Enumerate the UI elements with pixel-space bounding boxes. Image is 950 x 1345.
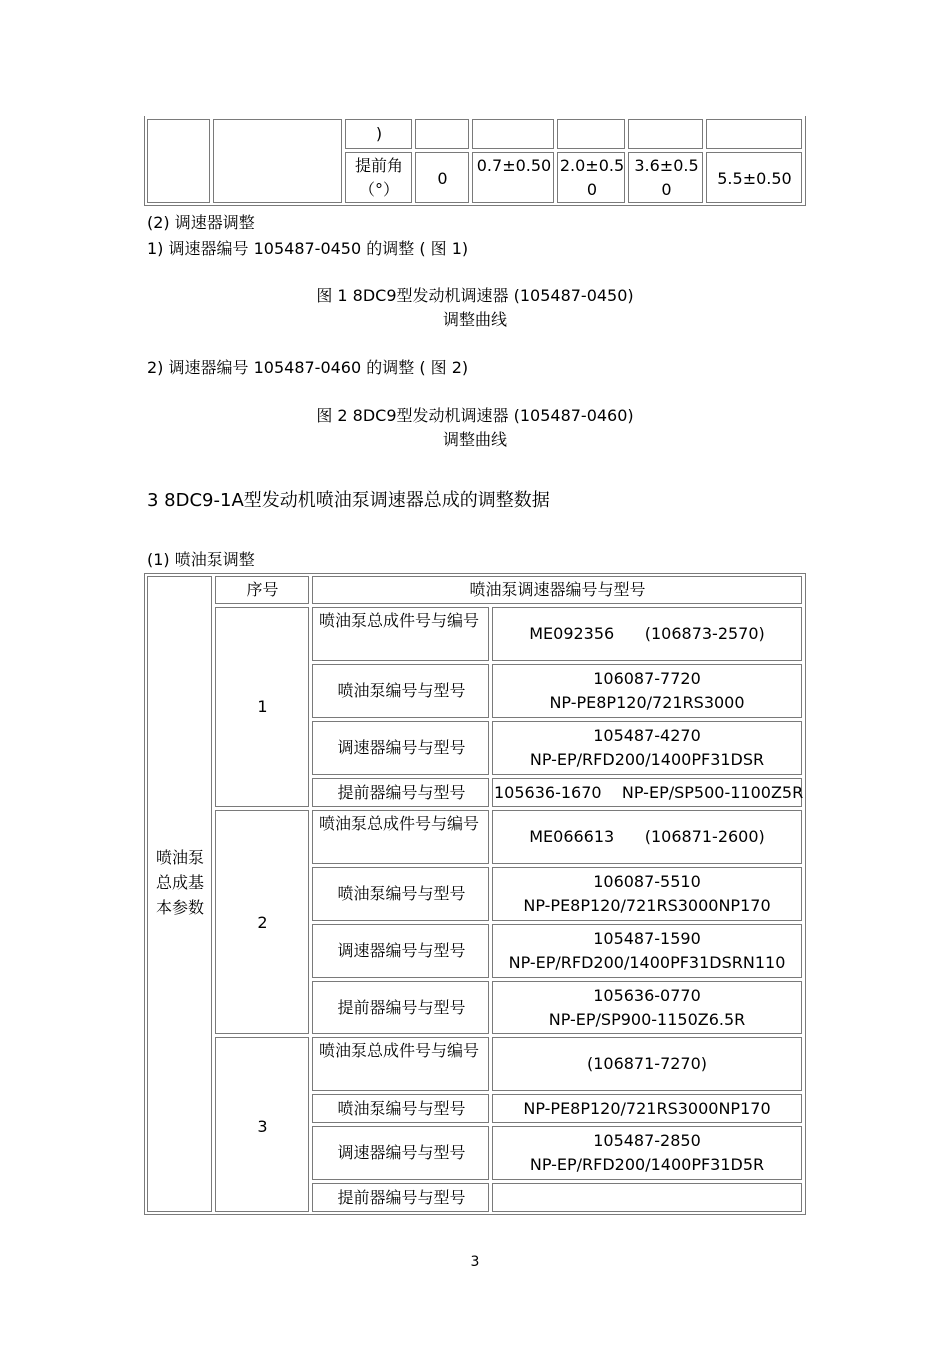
advance-angle-value-4: 3.6±0.50 [634,156,699,199]
group-1-row-2-label: 喷油泵编号与型号 [337,681,466,700]
governor-item-1: 1) 调速器编号 105487-0450 的调整 ( 图 1) [147,239,469,258]
group-2-row-4-label: 提前器编号与型号 [337,998,466,1017]
group-3-row-3-label: 调速器编号与型号 [337,1143,466,1162]
header-model: 喷油泵调速器编号与型号 [469,580,646,599]
figure-2-caption: 图 2 8DC9型发动机调速器 (105487-0460) [316,406,634,425]
group-2-row-4-value: 105636-0770 NP-EP/SP900-1150Z6.5R [548,986,746,1029]
header-seq: 序号 [246,580,279,599]
group-3-row-1-value: (106871-7270) [586,1054,708,1073]
section-2-heading: (2) 调速器调整 [147,213,255,232]
governor-item-2: 2) 调速器编号 105487-0460 的调整 ( 图 2) [147,358,469,377]
figure-1-caption: 图 1 8DC9型发动机调速器 (105487-0450) [316,286,634,305]
group-2-row-2-value: 106087-5510 NP-PE8P120/721RS3000NP170 [523,872,771,915]
figure-2-caption-line2: 调整曲线 [442,430,507,449]
section-3-heading: 3 8DC9-1A型发动机喷油泵调速器总成的调整数据 [147,490,550,511]
advance-angle-value-3: 2.0±0.50 [559,156,625,199]
group-2-row-3-label: 调速器编号与型号 [337,941,466,960]
group-1-row-4-value: 105636-1670 NP-EP/SP500-1100Z5R [494,783,804,802]
advance-angle-label: 提前角（°） [354,156,403,199]
group-1-row-2-value: 106087-7720 NP-PE8P120/721RS3000 [549,669,745,712]
group-1-row-3-value: 105487-4270 NP-EP/RFD200/1400PF31DSR [529,726,765,769]
group-3-row-2-label: 喷油泵编号与型号 [337,1099,466,1118]
group-2-seq: 2 [257,913,268,932]
top-table [144,116,806,206]
group-1-row-3-label: 调速器编号与型号 [337,738,466,757]
pump-table [144,573,806,1215]
group-1-seq: 1 [257,697,268,716]
advance-angle-value-2: 0.7±0.50 [476,156,552,175]
figure-1-caption-line2: 调整曲线 [442,310,507,329]
group-3-row-2-value: NP-PE8P120/721RS3000NP170 [523,1099,771,1118]
top-table-unit-cell: ) [375,124,383,143]
group-2-row-2-label: 喷油泵编号与型号 [337,884,466,903]
group-1-row-4-label: 提前器编号与型号 [337,783,466,802]
group-2-row-1-label: 喷油泵总成件号与编号 [318,814,479,833]
side-label: 喷油泵总成基本参数 [155,848,204,917]
group-1-row-1-value: ME092356 (106873-2570) [529,624,765,643]
group-3-seq: 3 [257,1117,268,1136]
group-1-row-1-label: 喷油泵总成件号与编号 [318,611,479,630]
page-number: 3 [470,1254,480,1270]
group-3-row-3-value: 105487-2850 NP-EP/RFD200/1400PF31D5R [529,1131,765,1174]
group-3-row-1-label: 喷油泵总成件号与编号 [318,1041,479,1060]
group-2-row-3-value: 105487-1590 NP-EP/RFD200/1400PF31DSRN110 [508,929,786,972]
group-2-row-1-value: ME066613 (106871-2600) [529,827,765,846]
advance-angle-value-1: 0 [437,169,448,188]
group-3-row-4-label: 提前器编号与型号 [337,1188,466,1207]
advance-angle-value-5: 5.5±0.50 [717,169,792,188]
section-3-subheading: (1) 喷油泵调整 [147,550,255,569]
